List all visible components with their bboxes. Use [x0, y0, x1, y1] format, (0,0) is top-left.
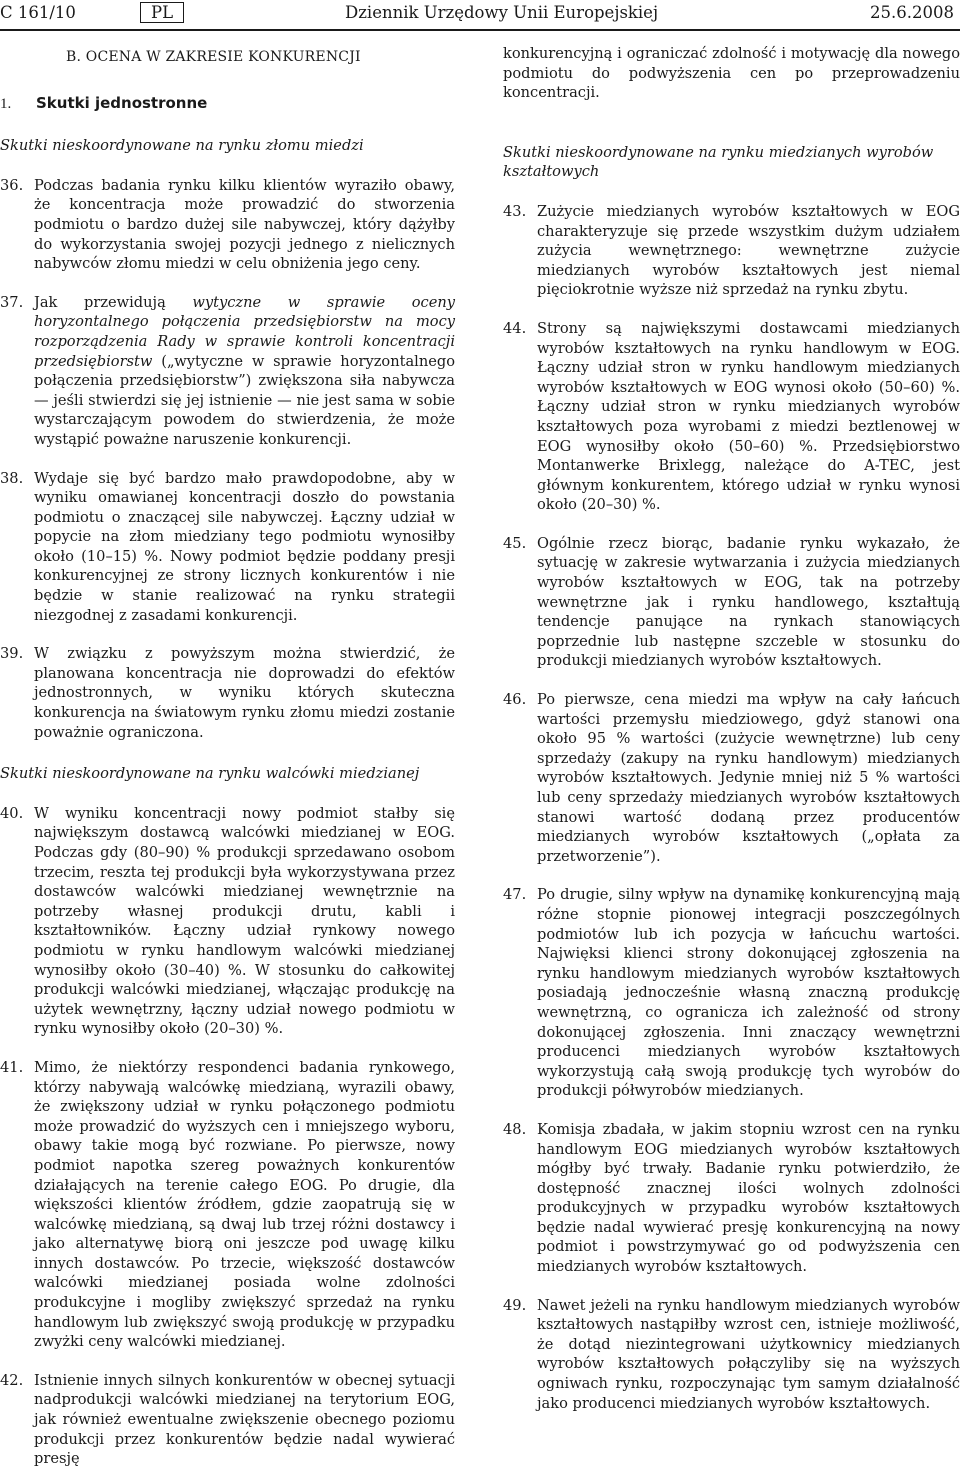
subsection-number: 1.: [0, 95, 12, 112]
guidelines-title: wytyczne w sprawie oceny horyzontalnego połączenia przedsiębiorstw na mocy rozporządzenia Rady w sprawie kontroli koncentracji przedsiębiorstw: [34, 293, 455, 370]
subheading-shapes: Skutki nieskoordynowane na rynku miedzianych wyrobów kształtowych: [503, 143, 934, 181]
paragraph-text: Istnienie innych silnych konkurentów w obecnej sytuacji nadprodukcji walcówki miedzianej na terytorium EOG, jak również ewentualne zwiększenie obecnego poziomu produkcji przez konkurentów będzie nadal wywierać presję: [34, 1371, 455, 1468]
paragraph-text: Po pierwsze, cena miedzi ma wpływ na cały łańcuch wartości przemysłu miedziowego, gdyż stanowi ona około 95 % wartości (zużycie wewnętrzne) lub ceny sprzedaży (zakupy na rynku handlowym) miedzianych wyrobów kształtowych. Jedynie mniej niż 5 % wartości lub ceny sprzedaży miedzianych wyrobów kształtowych stanowi wartość dodaną przez producentów miedzianych wyrobów kształtowych („opłata za przetworzenie”).: [537, 691, 960, 865]
paragraph-text: Strony są największymi dostawcami miedzianych wyrobów kształtowych na rynku handlowym w EOG. Łączny udział stron w rynku handlowym miedzianych wyrobów kształtowych w EOG wynosi około (50–60) %. Łączny udział stron w rynku miedzianych wyrobów kształtowych poza wyrobami z miedzi beztlenowej w EOG wynosiłby około (50–60) %. Przedsiębiorstwo Montanwerke Brixlegg, należące do A-TEC, jest głównym konkurentem, którego udział w rynku wynosi około (20–30) %.: [537, 319, 960, 514]
paragraph-text: Ogólnie rzecz biorąc, badanie rynku wykazało, że sytuację w zakresie wytwarzania i zużycia miedzianych wyrobów kształtowych w EOG, tak na potrzeby wewnętrzne jak i rynku handlowego, kształtują tendencje panujące na rynkach stanowiących poprzednie lub następne szczeble w stosunku do produkcji miedzianych wyrobów kształtowych.: [537, 534, 960, 670]
paragraph-38: [0, 469, 455, 626]
paragraph-number: 46.: [503, 691, 527, 709]
paragraph-number: 36.: [0, 176, 24, 194]
paragraph-text: W wyniku koncentracji nowy podmiot stałby się największym dostawcą walcówki miedzianej w EOG. Podczas gdy (80–90) % produkcji sprzedawano osobom trzecim, reszta tej produkcji była wykorzystywana przez dostawców walcówki miedzianej wewnętrznie na potrzeby własnej produkcji drutu, kabli i kształtowników. Łączny udział rynkowy nowego podmiotu w rynku handlowym walcówki miedzianej wynosiłby około (30–40) %. W stosunku do całkowitej produkcji walcówki miedzianej, włączając produkcję na użytek wewnętrzny, łączny udział nowego podmiotu w rynku wynosiłby około (20–30) %.: [34, 804, 455, 1038]
paragraph-text-lead: Jak przewidują: [34, 293, 193, 311]
paragraph-46: [503, 690, 960, 866]
paragraph-text: Zużycie miedzianych wyrobów kształtowych w EOG charakteryzuje się przede wszystkim dużym udziałem zużycia wewnętrznego: wewnętrzne zużycie miedzianych wyrobów kształtowych jest niemal pięciokrotnie wyższe niż sprzedaż na rynku zbytu.: [537, 202, 960, 299]
paragraph-text: Nawet jeżeli na rynku handlowym miedzianych wyrobów kształtowych nastąpiłby wzrost cen, istnieje możliwość, że dotąd niezintegrowani użytkownicy miedzianych wyrobów kształtowych połączyliby się na wyższych ogniwach rynku, rozpoczynając tym samym działalność jako producenci miedzianych wyrobów kształtowych.: [537, 1296, 960, 1412]
paragraph-number: 43.: [503, 202, 527, 220]
paragraph-text-rest: („wytyczne w sprawie horyzontalnego połączenia przedsiębiorstw”) zwiększona siła nabywcza — jeśli stwierdzi się jej istnienie — nie jest sama w sobie wystarczającym powodem do stwierdzenia, że może wystąpić poważne naruszenie konkurencji.: [34, 352, 455, 448]
paragraph-44: [503, 319, 960, 515]
paragraph-number: 48.: [503, 1120, 527, 1138]
page-reference: C 161/10: [0, 3, 76, 22]
paragraph-number: 45.: [503, 534, 527, 552]
paragraph-text: Komisja zbadała, w jakim stopniu wzrost cen na rynku handlowym EOG miedzianych wyrobów kształtowych mógłby być trwały. Badanie rynku potwierdziło, że dostępność znacznej ilości wolnych zdolności produkcyjnych w przypadku wyrobów kształtowych będzie nadal wywierać presję konkurencyjną na nowy podmiot i powstrzymywać go od podwyższenia cen miedzianych wyrobów kształtowych.: [537, 1120, 960, 1276]
paragraph-48: [503, 1120, 960, 1277]
paragraph-number: 40.: [0, 804, 24, 822]
paragraph-text: Wydaje się być bardzo mało prawdopodobne, aby w wyniku omawianej koncentracji doszło do powstania podmiotu o znaczącej sile nabywczej. Łączny udział w popycie na złom miedziany tego podmiotu wynosiłby około (10–15) %. Nowy podmiot będzie poddany presji konkurencyjnej ze strony licznych konkurentów i nie będzie w stanie realizować na rynku strategii niezgodnej z zasadami konkurencji.: [34, 469, 455, 624]
subheading-scrap-copper: Skutki nieskoordynowane na rynku złomu miedzi: [0, 137, 364, 155]
journal-title: Dziennik Urzędowy Unii Europejskiej: [345, 3, 659, 22]
paragraph-number: 42.: [0, 1371, 24, 1389]
right-column: [503, 44, 960, 1413]
paragraph-43: [503, 202, 960, 300]
header-rule: [0, 29, 960, 31]
subsection-heading: [0, 93, 455, 115]
paragraph-number: 41.: [0, 1058, 24, 1076]
paragraph-number: 39.: [0, 645, 24, 663]
paragraph-text: Podczas badania rynku kilku klientów wyraziło obawy, że koncentracja może prowadzić do stworzenia podmiotu o bardzo dużej sile nabywczej, który dążyłby do wykorzystania swojej pozycji jednego z nielicznych nabywców złomu miedzi w celu obniżenia jego ceny.: [34, 176, 455, 273]
paragraph-47: [503, 885, 960, 1101]
paragraph-39: [0, 644, 455, 742]
language-code-box: PL: [140, 2, 184, 23]
paragraph-42: [0, 1371, 455, 1469]
paragraph-text: Po drugie, silny wpływ na dynamikę konkurencyjną mają różne stopnie pionowej integracji poszczególnych podmiotów lub ich pozycja w łańcuchu wartości. Najwięksi klienci strony dokonującej zgłoszenia na rynku handlowym miedzianych wyrobów kształtowych posiadają jednocześnie własną znaczną produkcję wewnętrzną, co ogranicza ich zależność od strony dokonującej zgłoszenia. Inni znaczący wewnętrzni producenci miedzianych wyrobów kształtowych wykorzystują całą swoją produkcję tych wyrobów do produkcji półwyrobów miedzianych.: [537, 886, 960, 1100]
paragraph-text: W związku z powyższym można stwierdzić, że planowana koncentracja nie doprowadzi do efektów jednostronnych, w wyniku których skuteczna konkurencja na światowym rynku złomu miedzi zostanie poważnie ograniczona.: [34, 645, 455, 741]
paragraph-number: 44.: [503, 319, 527, 337]
section-title: B. OCENA W ZAKRESIE KONKURENCJI: [66, 49, 361, 65]
left-column: [0, 44, 455, 1469]
paragraph-number: 37.: [0, 293, 24, 311]
paragraph-number: 47.: [503, 886, 527, 904]
paragraph-36: [0, 176, 455, 274]
paragraph-37: [0, 293, 455, 450]
paragraph-text: Mimo, że niektórzy respondenci badania rynkowego, którzy nabywają walcówkę miedzianą, wyrazili obawy, że zwiększony udział w rynku połączonego podmiotu może prowadzić do wyższych cen i mniejszego wyboru, obawy takie mogą być rozwiane. Po pierwsze, nowy podmiot napotka szereg poważnych konkurentów działających na terenie całego EOG. Po drugie, dla większości klientów źródłem, gdzie zaopatrują się w walcówkę miedzianą, są dwaj lub trzej różni dostawcy i jako alternatywę biorą oni jeszcze pod uwagę kilku innych dostawców. Po trzecie, większość dostawców walcówki miedzianej posiada wolne zdolności produkcyjne i mogliby zwiększyć sprzedaż na rynku handlowym lub zwiększyć swoją produkcję w przypadku zwyżki ceny walcówki miedzianej.: [34, 1058, 455, 1351]
paragraph-text: [34, 293, 455, 450]
page-header: [0, 0, 960, 30]
subsection-title: Skutki jednostronne: [36, 93, 208, 112]
subheading-wire-rod: Skutki nieskoordynowane na rynku walcówki miedzianej: [0, 765, 420, 783]
paragraph-40: [0, 804, 455, 1039]
paragraph-number: 38.: [0, 469, 24, 487]
paragraph-45: [503, 534, 960, 671]
paragraph-42-continuation: konkurencyjną i ograniczać zdolność i motywację dla nowego podmiotu do podwyższenia cen po przeprowadzeniu koncentracji.: [503, 45, 960, 102]
paragraph-41: [0, 1058, 455, 1352]
paragraph-number: 49.: [503, 1296, 527, 1314]
paragraph-49: [503, 1296, 960, 1414]
publication-date: 25.6.2008: [870, 3, 954, 22]
